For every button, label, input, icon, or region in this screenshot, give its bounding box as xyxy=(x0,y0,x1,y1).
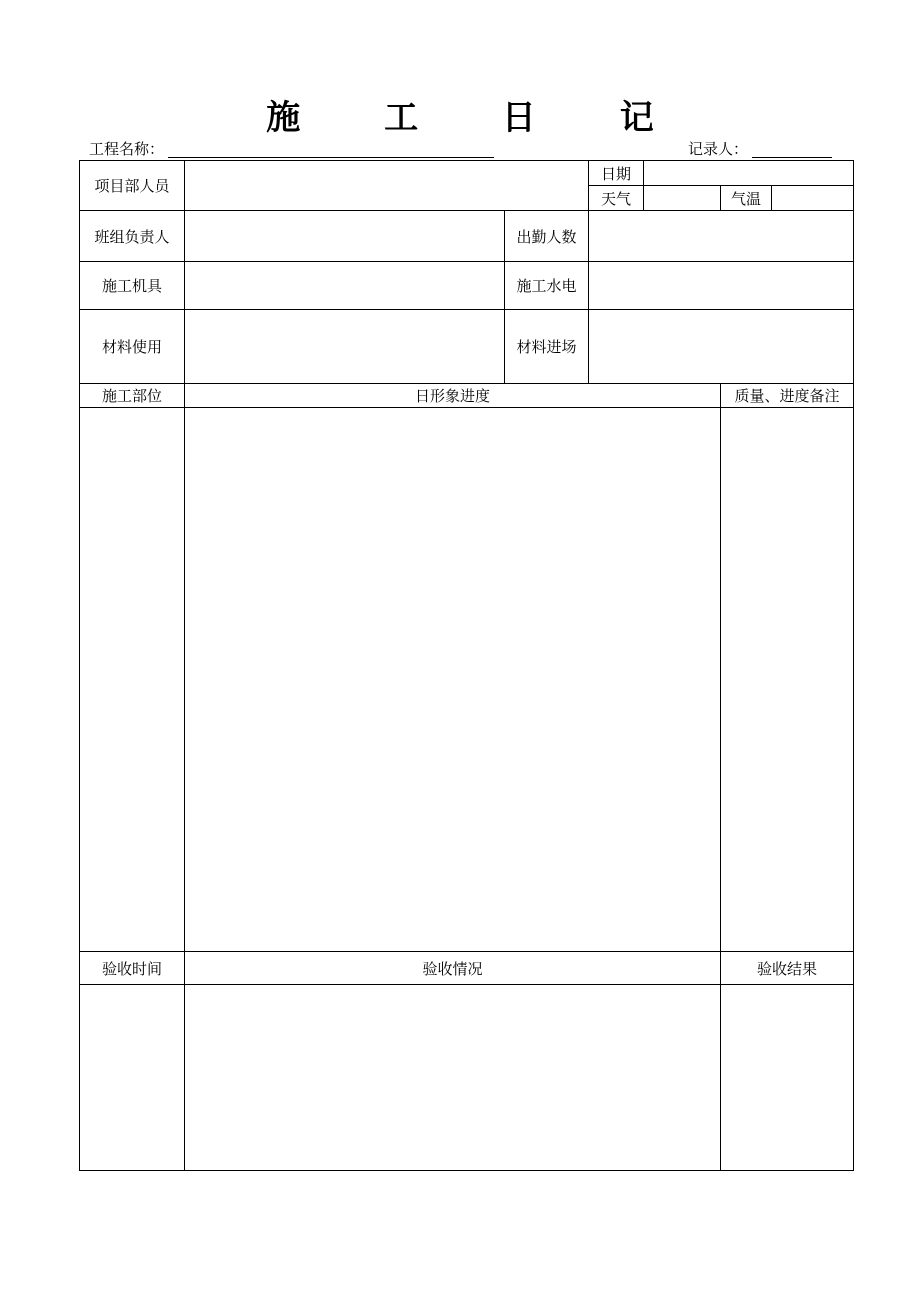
project-staff-label: 项目部人员 xyxy=(80,161,185,211)
acceptance-result-header: 验收结果 xyxy=(721,952,854,985)
date-field[interactable] xyxy=(644,161,854,186)
machinery-label: 施工机具 xyxy=(80,262,185,310)
quality-notes-header: 质量、进度备注 xyxy=(721,384,854,408)
temperature-label: 气温 xyxy=(721,186,772,211)
attendance-field[interactable] xyxy=(589,211,854,262)
page-title: 施 工 日 记 xyxy=(266,98,690,138)
construction-log-table xyxy=(79,160,854,1171)
material-arrival-field[interactable] xyxy=(589,310,854,384)
attendance-label: 出勤人数 xyxy=(505,211,589,262)
construction-location-header: 施工部位 xyxy=(80,384,185,408)
recorder-label: 记录人： xyxy=(688,140,749,158)
quality-notes-field[interactable] xyxy=(721,408,854,952)
recorder-field[interactable] xyxy=(752,157,832,158)
material-use-label: 材料使用 xyxy=(80,310,185,384)
project-staff-field[interactable] xyxy=(185,161,589,211)
material-arrival-label: 材料进场 xyxy=(505,310,589,384)
daily-progress-header: 日形象进度 xyxy=(185,384,721,408)
acceptance-result-field[interactable] xyxy=(721,985,854,1171)
date-label: 日期 xyxy=(589,161,644,186)
daily-progress-field[interactable] xyxy=(185,408,721,952)
temperature-field[interactable] xyxy=(772,186,854,211)
acceptance-status-header: 验收情况 xyxy=(185,952,721,985)
team-leader-field[interactable] xyxy=(185,211,505,262)
acceptance-time-header: 验收时间 xyxy=(80,952,185,985)
weather-label: 天气 xyxy=(589,186,644,211)
project-name-label: 工程名称： xyxy=(89,140,165,158)
material-use-field[interactable] xyxy=(185,310,505,384)
acceptance-status-field[interactable] xyxy=(185,985,721,1171)
team-leader-label: 班组负责人 xyxy=(80,211,185,262)
project-name-field[interactable] xyxy=(168,157,494,158)
water-power-label: 施工水电 xyxy=(505,262,589,310)
acceptance-time-field[interactable] xyxy=(80,985,185,1171)
construction-location-field[interactable] xyxy=(80,408,185,952)
weather-field[interactable] xyxy=(644,186,721,211)
water-power-field[interactable] xyxy=(589,262,854,310)
machinery-field[interactable] xyxy=(185,262,505,310)
